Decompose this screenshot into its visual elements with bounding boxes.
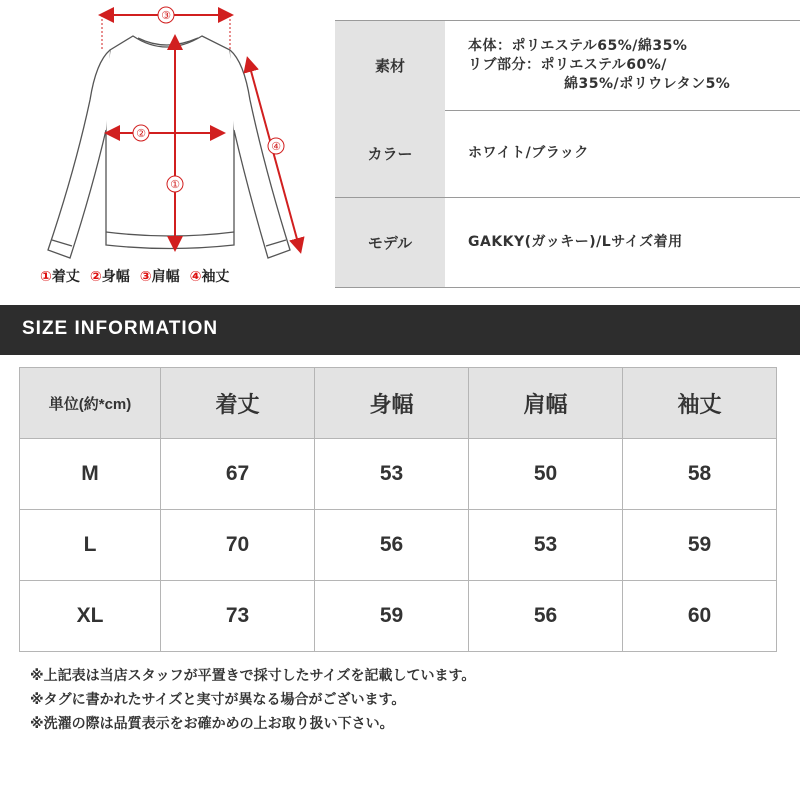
spec-value: ホワイト/ブラック [468, 145, 589, 161]
value-cell: 53 [469, 510, 623, 581]
value-cell: 70 [161, 510, 315, 581]
size-table [19, 367, 777, 652]
column-header-unit: 単位(約*cm) [20, 368, 161, 439]
column-header-length: 着丈 [161, 368, 315, 439]
marker-2: ② [136, 127, 146, 140]
size-information-header [0, 305, 800, 355]
note-line: ※タグに書かれたサイズと実寸が異なる場合がございます。 [30, 692, 406, 708]
value-cell: 59 [315, 581, 469, 652]
spec-label: カラー [335, 110, 445, 197]
legend-item-shoulder-width: ③肩幅 [139, 269, 180, 285]
legend-item-length: ①着丈 [40, 269, 80, 285]
value-cell: 60 [623, 581, 777, 652]
legend-item-body-width: ②身幅 [89, 269, 130, 285]
value-cell: 53 [315, 439, 469, 510]
value-cell: 59 [623, 510, 777, 581]
spec-label: 素材 [335, 21, 445, 110]
column-header-sleeve-length: 袖丈 [623, 368, 777, 439]
size-cell: M [20, 439, 161, 510]
sweatshirt-outline [48, 36, 290, 258]
column-header-body-width: 身幅 [315, 368, 469, 439]
spec-row-color [335, 110, 800, 198]
spec-label: モデル [335, 198, 445, 287]
spec-value: 本体：ポリエステル65%/綿35% リブ部分：ポリエステル60%/ 綿35%/ポリウレタン5% [468, 38, 731, 92]
spec-row-material [335, 20, 800, 111]
value-cell: 67 [161, 439, 315, 510]
product-spec-table [335, 20, 800, 288]
spec-row-model [335, 198, 800, 288]
size-cell: XL [20, 581, 161, 652]
value-cell: 56 [469, 581, 623, 652]
table-row [20, 581, 777, 652]
table-row [20, 439, 777, 510]
value-cell: 73 [161, 581, 315, 652]
marker-1: ① [170, 178, 180, 191]
table-row [20, 510, 777, 581]
legend-item-sleeve-length: ④袖丈 [189, 269, 230, 285]
size-notes [30, 664, 790, 736]
value-cell: 58 [623, 439, 777, 510]
spec-value: GAKKY(ガッキー)/Lサイズ着用 [468, 234, 683, 250]
marker-3: ③ [161, 9, 171, 22]
diagram-legend [40, 266, 310, 296]
column-header-shoulder-width: 肩幅 [469, 368, 623, 439]
section-title: SIZE INFORMATION [22, 318, 219, 339]
note-line: ※洗濯の際は品質表示をお確かめの上お取り扱い下さい。 [30, 716, 394, 732]
value-cell: 56 [315, 510, 469, 581]
marker-4: ④ [271, 140, 281, 153]
note-line: ※上記表は当店スタッフが平置きで採寸したサイズを記載しています。 [30, 668, 476, 684]
garment-measurement-diagram [0, 0, 320, 300]
value-cell: 50 [469, 439, 623, 510]
size-cell: L [20, 510, 161, 581]
table-header-row [20, 368, 777, 439]
